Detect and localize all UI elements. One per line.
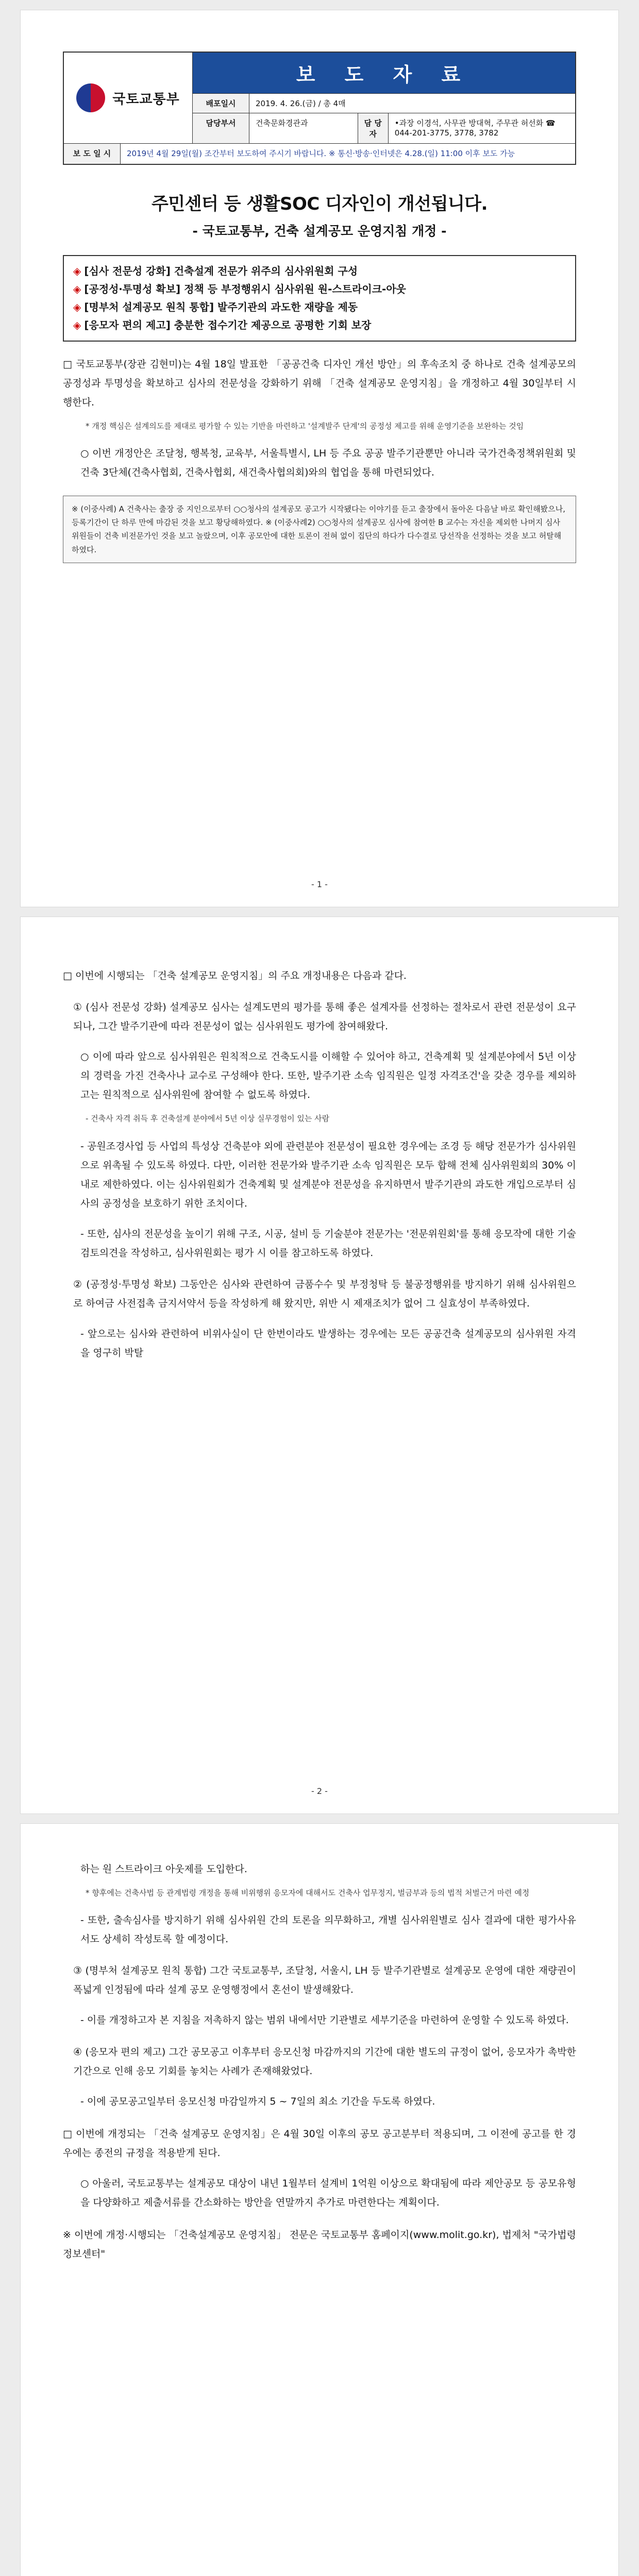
section-item: ① (심사 전문성 강화) 설계공모 심사는 설계도면의 평가를 통해 좋은 설계자를 선정하는 절차로서 관련 전문성이 요구되나, 그간 발주기관에 따라 전문성이 없는 심사위원도 평가에 참여해왔다. [73,1002,576,1032]
paragraph: 하는 원 스트라이크 아웃제를 도입한다. [80,1863,247,1875]
paragraph: ※ 이번에 개정‧시행되는 「건축설계공모 운영지침」 전문은 국토교통부 홈페이지(www.molit.go.kr), 법제처 "국가법령정보센터" [63,2229,576,2260]
page-1 [21,10,618,907]
date-value: 2019. 4. 26.(금) / 총 4매 [256,99,346,108]
footnote: - 건축사 자격 취득 후 건축설계 분야에서 5년 이상 실무경험이 있는 사람 [86,1114,330,1124]
press-header [63,52,576,165]
headline: 주민센터 등 생활SOC 디자인이 개선됩니다. [151,193,488,214]
highlights-box [63,255,576,342]
paragraph: - 공원조경사업 등 사업의 특성상 건축분야 외에 관련분야 전문성이 필요한 경우에는 조경 등 해당 전문가가 심사위원으로 위촉될 수 있도록 하였다. 다만, 이러한 전문가와 발주기관 소속 임직원은 모두 합해 전체 심사위원회의 30% 이내로 제한하였다. 이는 심사위원회가 건축계획 및 설계분야 전문성을 유지하면서 발주기관의 과도한 개입으로부터 심사의 공정성을 보호하기 위한 조치이다. [80,1140,576,1209]
embargo-row: 보 도 일 시 2019년 4월 29일(월) 조간부터 보도하여 주시기 바랍니다. ※ 통신‧방송‧인터넷은 4.28.(일) 11:00 이후 보도 가능 [64,143,575,164]
contact-row: 담당부서 건축문화경관과 담 당 자 •과장 이경석, 사무관 방대혁, 주무관 허선화 ☎ 044-201-3775, 3778, 3782 [193,113,575,143]
section-item: ③ (명부처 설계공모 원칙 통합) 그간 국토교통부, 조달청, 서울시, LH 등 발주기관별로 설계공모 운영에 대한 재량권이 폭넓게 인정됨에 따라 설계 공모 운영행정에서 혼선이 발생해왔다. [73,1965,576,1996]
page-number: - 1 - [311,879,328,889]
section-item: ④ (응모자 편의 제고) 그간 공모공고 이후부터 응모신청 마감까지의 기간에 대한 별도의 규정이 없어, 응모자가 촉박한 기간으로 인해 응모 기회를 놓치는 사례가 존재해왔었다. [73,2046,576,2077]
case-box: ※ (이중사례) A 건축사는 출장 중 지인으로부터 ○○청사의 설계공모 공고가 시작됐다는 이야기를 듣고 출장에서 돌아온 다음날 바로 확인해봤으나, 등록기간이 단 하루 만에 마감된 것을 보고 황당해하였다. ※ (이중사례2) ○○청사의 설계공모 심사에 참여한 B 교수는 자신을 제외한 나머지 심사위원들이 건축 비전문가인 것을 보고 놀랐으며, 이후 공모안에 대한 토론이 전혀 없이 집단의 하다가 다수결로 당선작을 선정하는 것을 보고 허탈해하였다. [63,496,576,563]
paragraph: □ 이번에 시행되는 「건축 설계공모 운영지침」의 주요 개정내용은 다음과 같다. [63,970,407,981]
contact-value: •과장 이경석, 사무관 방대혁, 주무관 허선화 ☎ 044-201-3775, 3778, 3782 [394,118,556,138]
paragraph: ○ 이에 따라 앞으로 심사위원은 원칙적으로 건축도시를 이해할 수 있어야 하고, 건축계획 및 설계분야에서 5년 이상의 경력을 가진 건축사나 교수로 구성해야 한다. 또한, 발주기관 소속 임직원은 일정 자격조건'을 갖춘 경우를 제외하고는 원칙적으로 심사위원에 참여할 수 없도록 하였다. [80,1051,576,1101]
paragraph: - 또한, 출속심사를 방지하기 위해 심사위원 간의 토론을 의무화하고, 개별 심사위원별로 심사 결과에 대한 평가사유서도 상세히 작성토록 할 예정이다. [80,1914,576,1945]
paragraph: ○ 이번 개정안은 조달청, 행복청, 교육부, 서울특별시, LH 등 주요 공공 발주기관뿐만 아니라 국가건축정책위원회 및 건축 3단체(건축사협회, 건축사협회, 새건축사협의회)와의 협업을 통해 마련되었다. [80,447,576,478]
footnote: * 향후에는 건축사법 등 관계법령 개정을 통해 비위행위 응모자에 대해서도 건축사 업무정지, 벌금부과 등의 법적 처벌근거 마련 예정 [86,1888,530,1898]
highlight-item: ◈ [공정성‧투명성 확보] 정책 등 부정행위시 심사위원 원-스트라이크-아웃 [73,282,406,295]
page-number: - 2 - [311,1786,328,1796]
highlight-item: ◈ [명부처 설계공모 원칙 통합] 발주기관의 과도한 재량을 제동 [73,300,358,313]
paragraph: - 앞으로는 심사와 관련하여 비위사실이 단 한번이라도 발생하는 경우에는 모든 공공건축 설계공모의 심사위원 자격을 영구히 박탈 [80,1328,576,1359]
paragraph: - 이에 공모공고일부터 응모신청 마감일까지 5 ~ 7일의 최소 기간을 두도록 하였다. [80,2095,435,2107]
embargo-value: 2019년 4월 29일(월) 조간부터 보도하여 주시기 바랍니다. ※ 통신‧방송‧인터넷은 4.28.(일) 11:00 이후 보도 가능 [127,149,515,158]
emblem-icon [76,83,105,112]
press-title: 보 도 자 료 [193,53,575,93]
date-row: 배포일시 2019. 4. 26.(금) / 총 4매 [193,93,575,113]
highlight-item: ◈ [심사 전문성 강화] 건축설계 전문가 위주의 심사위원회 구성 [73,264,358,277]
dept-value: 건축문화경관과 [256,118,308,128]
highlight-item: ◈ [응모자 편의 제고] 충분한 접수기간 제공으로 공평한 기회 보장 [73,318,372,331]
logo-text: 국토교통부 [112,91,180,107]
paragraph: - 이를 개정하고자 본 지침을 저촉하지 않는 범위 내에서만 기관별로 세부기준을 마련하여 운영할 수 있도록 하였다. [80,2014,569,2026]
subheadline: - 국토교통부, 건축 설계공모 운영지침 개정 - [192,223,447,239]
section-item: ② (공정성‧투명성 확보) 그동안은 심사와 관련하여 금품수수 및 부정청탁 등 불공정행위를 방지하기 위해 심사위원으로 하여금 사전접촉 금지서약서 등을 작성하게 해 왔지만, 위반 시 제재조치가 없어 그 실효성이 부족하였다. [73,1278,576,1309]
page-3 [21,1824,618,2576]
ministry-logo [64,53,193,143]
page-2 [21,917,618,1814]
paragraph: □ 국토교통부(장관 김현미)는 4월 18일 발표한 「공공건축 디자인 개선 방안」의 후속조치 중 하나로 건축 설계공모의 공정성과 투명성을 확보하고 심사의 전문성을 강화하기 위해 「건축 설계공모 운영지침」을 개정하고 4월 30일부터 시행한다. [63,358,576,408]
footnote: * 개정 핵심은 설계의도를 제대로 평가할 수 있는 기반을 마련하고 '설계발주 단계'의 공정성 제고를 위해 운영기준을 보완하는 것임 [86,421,524,431]
paragraph: ○ 아울러, 국토교통부는 설계공모 대상이 내년 1월부터 설계비 1억원 이상으로 확대됨에 따라 제안공모 등 공모유형을 다양화하고 제출서류를 간소화하는 방안을 연말까지 추가로 마련한다는 계획이다. [80,2177,576,2208]
paragraph: - 또한, 심사의 전문성을 높이기 위해 구조, 시공, 설비 등 기술분야 전문가는 '전문위원회'를 통해 응모작에 대한 기술검토의견을 작성하고, 심사위원회는 평가 시 이를 참고하도록 하였다. [80,1228,576,1259]
paragraph: □ 이번에 개정되는 「건축 설계공모 운영지침」은 4월 30일 이후의 공모 공고분부터 적용되며, 그 이전에 공고를 한 경우에는 종전의 규정을 적용받게 된다. [63,2128,576,2159]
